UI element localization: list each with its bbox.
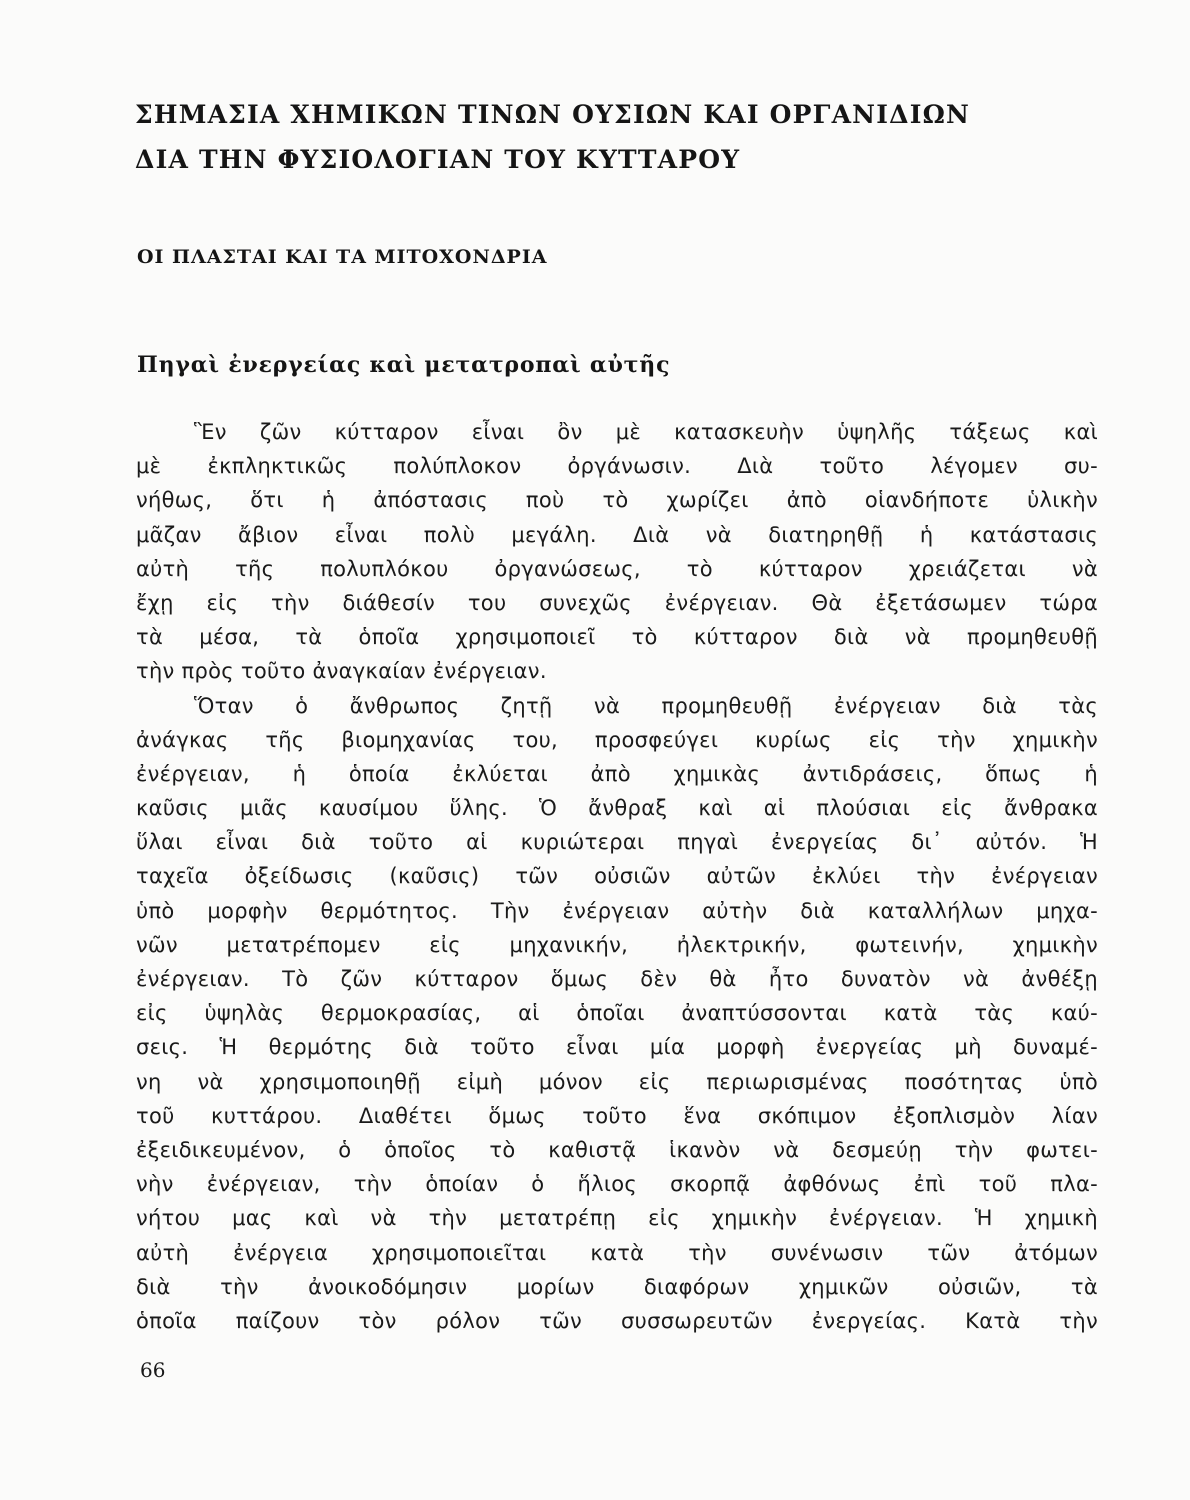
text-line: Ὅταν ὁ ἄνθρωπος ζητῇ νὰ προμηθευθῇ ἐνέργειαν διὰ τὰς <box>194 693 1098 718</box>
chapter-title <box>135 92 1115 182</box>
text-line: σεις. Ἡ θερμότης διὰ τοῦτο εἶναι μία μορφὴ ἐνεργείας μὴ δυναμέ- <box>136 1035 1098 1060</box>
text-line: ταχεῖα ὀξείδωσις (καῦσις) τῶν οὐσιῶν αὐτῶν ἐκλύει τὴν ἐνέργειαν <box>136 864 1098 889</box>
chapter-title-line-1: ΣΗΜΑΣΙΑ ΧΗΜΙΚΩΝ ΤΙΝΩΝ ΟΥΣΙΩΝ ΚΑΙ ΟΡΓΑΝΙΔΙΩΝ <box>135 100 971 129</box>
section-title: ΟΙ ΠΛΑΣΤΑΙ ΚΑΙ ΤΑ ΜΙΤΟΧΟΝΔΡΙΑ <box>137 246 548 268</box>
text-line: διὰ τὴν ἀνοικοδόμησιν μορίων διαφόρων χημικῶν οὐσιῶν, τὰ <box>136 1274 1098 1299</box>
text-line: ἐνέργειαν. Τὸ ζῶν κύτταρον ὅμως δὲν θὰ ἦτο δυνατὸν νὰ ἀνθέξῃ <box>136 967 1098 991</box>
text-line: εἰς ὑψηλὰς θερμοκρασίας, αἱ ὁποῖαι ἀναπτύσσονται κατὰ τὰς καύ- <box>136 1001 1098 1026</box>
text-line: νῶν μετατρέπομεν εἰς μηχανικήν, ἠλεκτρικήν, φωτεινήν, χημικὴν <box>136 932 1098 957</box>
text-line: ἐξειδικευμένον, ὁ ὁποῖος τὸ καθιστᾷ ἱκανὸν νὰ δεσμεύῃ τὴν φωτει- <box>136 1137 1098 1162</box>
text-line: μὲ ἐκπληκτικῶς πολύπλοκον ὀργάνωσιν. Διὰ τοῦτο λέγομεν συ- <box>136 454 1098 479</box>
body-text <box>136 415 1098 1338</box>
text-line: τοῦ κυττάρου. Διαθέτει ὅμως τοῦτο ἕνα σκόπιμον ἐξοπλισμὸν λίαν <box>136 1103 1098 1128</box>
text-line: τὰ μέσα, τὰ ὁποῖα χρησιμοποιεῖ τὸ κύτταρον διὰ νὰ προμηθευθῇ <box>136 625 1098 650</box>
text-line: ὁποῖα παίζουν τὸν ρόλον τῶν συσσωρευτῶν ἐνεργείας. Κατὰ τὴν <box>136 1308 1098 1333</box>
text-line: μᾶζαν ἄβιον εἶναι πολὺ μεγάλη. Διὰ νὰ διατηρηθῇ ἡ κατάστασις <box>136 522 1098 547</box>
chapter-title-line-2: ΔΙΑ ΤΗΝ ΦΥΣΙΟΛΟΓΙΑΝ ΤΟΥ ΚΥΤΤΑΡΟΥ <box>135 145 741 174</box>
text-line: νὴν ἐνέργειαν, τὴν ὁποίαν ὁ ἥλιος σκορπᾷ ἀφθόνως ἐπὶ τοῦ πλα- <box>136 1172 1098 1197</box>
text-line: καῦσις μιᾶς καυσίμου ὕλης. Ὁ ἄνθραξ καὶ αἱ πλούσιαι εἰς ἄνθρακα <box>136 796 1098 821</box>
text-line: ἐνέργειαν, ἡ ὁποία ἐκλύεται ἀπὸ χημικὰς ἀντιδράσεις, ὅπως ἡ <box>136 761 1098 786</box>
subsection-title: Πηγαὶ ἐνεργείας καὶ μετατροπαὶ αὐτῆς <box>137 352 671 378</box>
text-line: τὴν πρὸς τοῦτο ἀναγκαίαν ἐνέργειαν. <box>136 659 547 684</box>
text-line: αὐτὴ ἐνέργεια χρησιμοποιεῖται κατὰ τὴν συνένωσιν τῶν ἀτόμων <box>136 1240 1098 1265</box>
text-line: νη νὰ χρησιμοποιηθῇ εἰμὴ μόνον εἰς περιωρισμένας ποσότητας ὑπὸ <box>136 1069 1098 1094</box>
paragraph-2 <box>136 689 1098 1339</box>
text-line: ὑπὸ μορφὴν θερμότητος. Τὴν ἐνέργειαν αὐτὴν διὰ καταλλήλων μηχα- <box>136 898 1098 923</box>
paragraph-1 <box>136 415 1098 689</box>
text-line: νήθως, ὅτι ἡ ἀπόστασις ποὺ τὸ χωρίζει ἀπὸ οἱανδήποτε ὑλικὴν <box>136 488 1098 513</box>
text-line: ὕλαι εἶναι διὰ τοῦτο αἱ κυριώτεραι πηγαὶ ἐνεργείας δι᾽ αὐτόν. Ἡ <box>136 830 1098 855</box>
text-line: ἀνάγκας τῆς βιομηχανίας του, προσφεύγει κυρίως εἰς τὴν χημικὴν <box>136 727 1098 752</box>
page-number: 66 <box>140 1358 166 1382</box>
text-line: αὐτὴ τῆς πολυπλόκου ὀργανώσεως, τὸ κύτταρον χρειάζεται νὰ <box>136 556 1098 581</box>
text-line: Ἓν ζῶν κύτταρον εἶναι ὂν μὲ κατασκευὴν ὑψηλῆς τάξεως καὶ <box>194 420 1098 444</box>
text-line: ἔχῃ εἰς τὴν διάθεσίν του συνεχῶς ἐνέργειαν. Θὰ ἐξετάσωμεν τώρα <box>136 590 1098 615</box>
text-line: νήτου μας καὶ νὰ τὴν μετατρέπῃ εἰς χημικὴν ἐνέργειαν. Ἡ χημικὴ <box>136 1206 1098 1231</box>
